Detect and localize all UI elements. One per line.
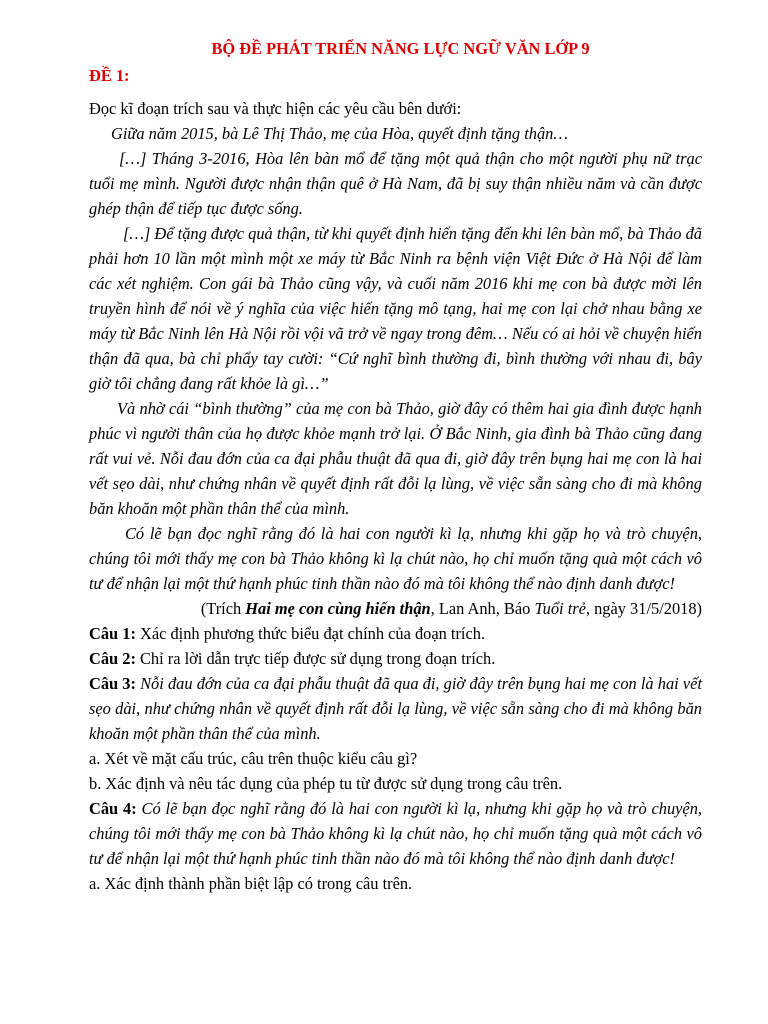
- question-4-label: Câu 4:: [89, 799, 137, 818]
- passage-paragraph-4: Và nhờ cái “bình thường” của mẹ con bà Thảo, giờ đây có thêm hai gia đình được hạnh phúc vì người thân của họ được khỏe mạnh trở lại. Ở Bắc Ninh, gia đình bà Thảo cũng đang rất vui vẻ. Nỗi đau đớn của ca đại phẫu thuật đã qua đi, giờ đây trên bụng hai mẹ con là hai vết sẹo dài, như chứng nhân về quyết định rất đỗi lạ lùng, về việc sẵn sàng cho đi mà không băn khoăn một phần thân thể của mình.: [89, 399, 702, 518]
- question-3-label: Câu 3:: [89, 674, 136, 693]
- question-3-quote: Nỗi đau đớn của ca đại phẫu thuật đã qua đi, giờ đây trên bụng hai mẹ con là hai vết sẹo dài, như chứng nhân về quyết định rất đỗi lạ lùng, về việc sẵn sàng cho đi mà không băn khoăn một phần thân thể của mình.: [89, 674, 702, 743]
- question-2: [89, 646, 702, 671]
- passage-paragraph-2: […] Tháng 3-2016, Hòa lên bàn mổ để tặng một quả thận cho một người phụ nữ trạc tuổi mẹ mình. Người được nhận thận quê ở Hà Nam, đã bị suy thận nhiều năm và cần được ghép thận để tiếp tục được sống.: [89, 149, 702, 218]
- document-title: BỘ ĐỀ PHÁT TRIỂN NĂNG LỰC NGỮ VĂN LỚP 9: [211, 39, 590, 58]
- source-newspaper: Tuổi trẻ: [534, 599, 586, 618]
- source-article-title: Hai mẹ con cùng hiến thận: [245, 599, 431, 618]
- question-4: [89, 796, 702, 871]
- source-date: , ngày 31/5/2018): [585, 599, 702, 618]
- question-3: [89, 671, 702, 746]
- question-1-text: Xác định phương thức biểu đạt chính của đoạn trích.: [135, 624, 486, 643]
- source-middle: , Lan Anh, Báo: [430, 599, 535, 618]
- passage-paragraph-1: Giữa năm 2015, bà Lê Thị Thảo, mẹ của Hòa, quyết định tặng thận…: [111, 124, 568, 143]
- question-1-label: Câu 1:: [89, 624, 136, 643]
- question-2-label: Câu 2:: [89, 649, 136, 668]
- question-3a: a. Xét về mặt cấu trúc, câu trên thuộc kiểu câu gì?: [89, 749, 418, 768]
- question-1: [89, 621, 702, 646]
- question-2-text: Chỉ ra lời dẫn trực tiếp được sử dụng trong đoạn trích.: [135, 649, 496, 668]
- instruction-text: Đọc kĩ đoạn trích sau và thực hiện các yêu cầu bên dưới:: [89, 99, 462, 118]
- question-4-quote: Có lẽ bạn đọc nghĩ rằng đó là hai con người kì lạ, nhưng khi gặp họ và trò chuyện, chúng tôi mới thấy mẹ con bà Thảo không kì lạ chút nào, họ chỉ muốn tặng quà một cách vô tư để nhận lại một thứ hạnh phúc tinh thần nào đó mà tôi không thể nào định danh được!: [89, 799, 703, 868]
- exam-section-heading: ĐỀ 1:: [89, 66, 130, 85]
- passage-paragraph-3: […] Để tặng được quả thận, từ khi quyết định hiến tặng đến khi lên bàn mổ, bà Thảo đã phải hơn 10 lần một mình một xe máy từ Bắc Ninh ra bệnh viện Việt Đức ở Hà Nội để làm các xét nghiệm. Con gái bà Thảo cũng vậy, và cuối năm 2016 khi mẹ con bà được mời lên truyền hình để nói về ý nghĩa của việc hiến tặng mô tạng, hai mẹ con lại chở nhau bằng xe máy từ Bắc Ninh lên Hà Nội rồi vội vã trở về ngay trong đêm… Nếu có ai hỏi về chuyện hiến thận đã qua, bà chỉ phẩy tay cười: “Cứ nghĩ bình thường đi, bình thường với nhau đi, bây giờ tôi chẳng đang rất khỏe là gì…”: [89, 224, 702, 393]
- question-4a: a. Xác định thành phần biệt lập có trong câu trên.: [89, 874, 413, 893]
- source-prefix: (Trích: [200, 599, 246, 618]
- source-citation: [89, 596, 702, 621]
- question-3b: b. Xác định và nêu tác dụng của phép tu từ được sử dụng trong câu trên.: [89, 774, 563, 793]
- passage-paragraph-5: Có lẽ bạn đọc nghĩ rằng đó là hai con người kì lạ, nhưng khi gặp họ và trò chuyện, chúng tôi mới thấy mẹ con bà Thảo không kì lạ chút nào, họ chỉ muốn tặng quà một cách vô tư để nhận lại một thứ hạnh phúc tinh thần nào đó mà tôi không thể nào định danh được!: [89, 524, 702, 593]
